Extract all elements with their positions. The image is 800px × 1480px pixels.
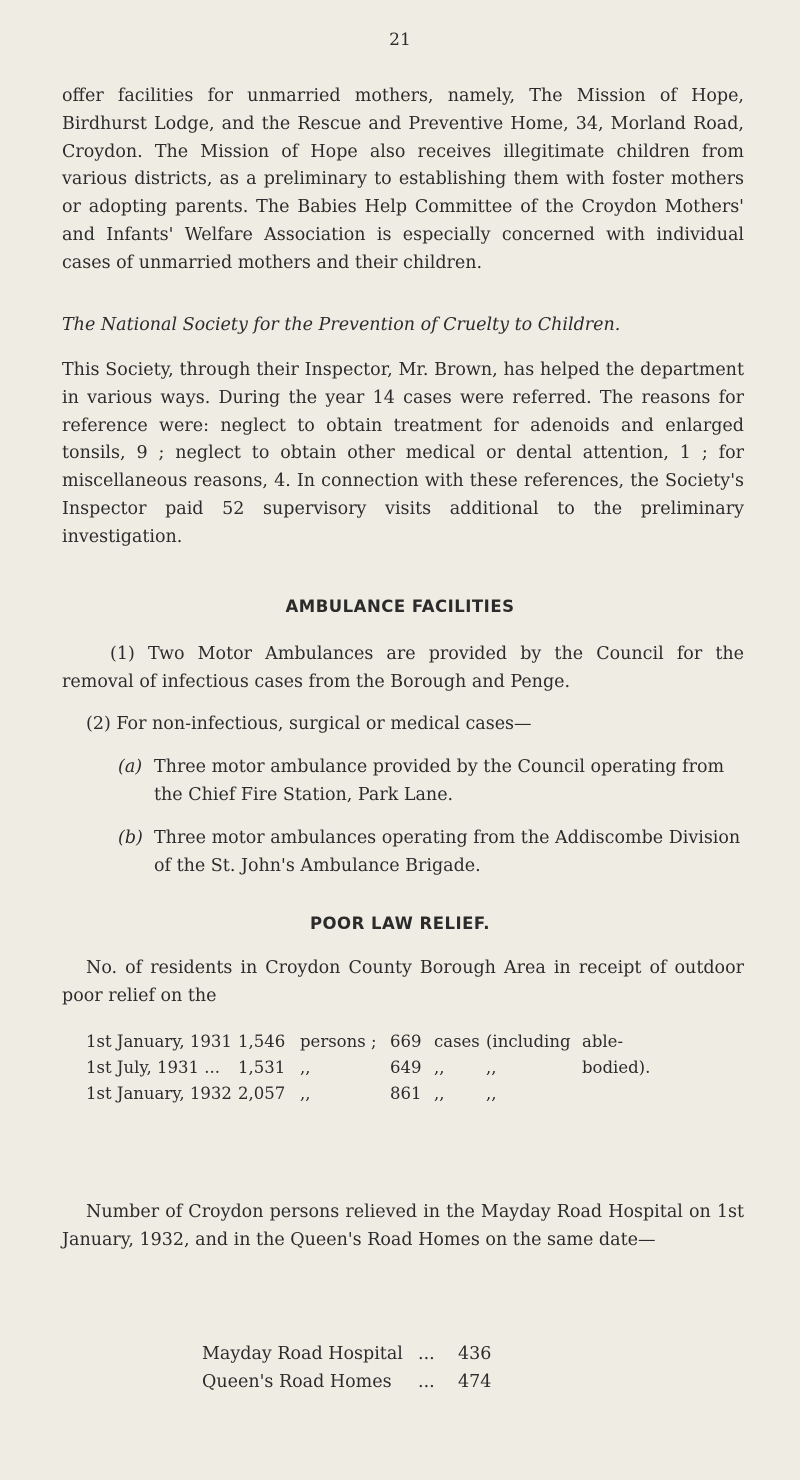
relief-cell-date: 1st January, 1931 xyxy=(86,1031,232,1051)
nspcc-paragraph: This Society, through their Inspector, Mr. Brown, has helped the department in various ways. During the year 14 cases were referred. The reasons for reference were: neglect to obtain treatment for adenoids and enlarged tonsils, 9 ; neglect to obtain other medical or dental attention, 1 ; for miscellaneous reasons, 4. In connection with these references, the Society's Inspector paid 52 supervisory visits additional to the preliminary investigation. xyxy=(62,360,744,547)
ambulance-subitem-b xyxy=(118,825,744,881)
institution-dots: ... xyxy=(418,1344,435,1364)
relief-cell-persons-unit: persons ; xyxy=(300,1031,377,1051)
relief-cell-persons: 2,057 xyxy=(238,1083,286,1103)
ambulance-subitem-b-label: (b) xyxy=(118,828,143,848)
institution-name: Mayday Road Hospital xyxy=(202,1344,403,1364)
relief-cell-cases: 861 xyxy=(390,1083,422,1103)
relief-cell-persons: 1,546 xyxy=(238,1031,286,1051)
ambulance-item-2-number: (2) xyxy=(86,714,111,734)
relief-cell-persons-unit: ,, xyxy=(300,1083,311,1103)
institution-count: 474 xyxy=(458,1372,492,1392)
relief-cell-persons-unit: ,, xyxy=(300,1057,311,1077)
relief-table-row xyxy=(86,1028,662,1054)
relief-cell-note1: ,, xyxy=(486,1057,497,1077)
relief-table-row xyxy=(86,1054,662,1080)
ambulance-item-1-text: Two Motor Ambulances are provided by the Council for the removal of infectious cases from the Borough and Penge. xyxy=(62,644,744,692)
relief-cell-note1: ,, xyxy=(486,1083,497,1103)
relief-cell-cases-unit: cases xyxy=(434,1031,480,1051)
institution-row xyxy=(202,1340,508,1368)
ambulance-item-2 xyxy=(86,711,744,739)
relief-cell-note1: (including xyxy=(486,1031,571,1051)
relief-cell-cases: 649 xyxy=(390,1057,422,1077)
relief-table xyxy=(86,1028,662,1106)
ambulance-subitem-a-label: (a) xyxy=(118,757,143,777)
relief-cell-date: 1st January, 1932 xyxy=(86,1083,232,1103)
relief-cell-persons: 1,531 xyxy=(238,1057,286,1077)
page-number: 21 xyxy=(389,30,411,50)
relieved-paragraph: Number of Croydon persons relieved in the Mayday Road Hospital on 1st January, 1932, and in the Queen's Road Homes on the same date— xyxy=(62,1202,744,1250)
ambulance-item-1 xyxy=(62,641,744,697)
poor-law-heading: POOR LAW RELIEF. xyxy=(309,914,491,933)
ambulance-item-2-text: For non-infectious, surgical or medical cases— xyxy=(116,714,532,734)
ambulance-subitem-b-text: Three motor ambulances operating from the Addiscombe Division of the St. John's Ambulance Brigade. xyxy=(154,828,741,876)
nspcc-heading: The National Society for the Prevention of Cruelty to Children. xyxy=(62,315,621,335)
relief-cell-cases-unit: ,, xyxy=(434,1057,445,1077)
relief-cell-cases-unit: ,, xyxy=(434,1083,445,1103)
institution-name: Queen's Road Homes xyxy=(202,1372,392,1392)
institution-dots: ... xyxy=(418,1372,435,1392)
relief-cell-note2 xyxy=(582,1080,662,1106)
poor-law-intro: No. of residents in Croydon County Borough Area in receipt of outdoor poor relief on the xyxy=(62,958,744,1006)
relief-cell-note2: able- xyxy=(582,1031,624,1051)
intro-paragraph: offer facilities for unmarried mothers, namely, The Mission of Hope, Birdhurst Lodge, and the Rescue and Preventive Home, 34, Morland Road, Croydon. The Mission of Hope also receives illegitimate children from various districts, as a preliminary to establishing them with foster mothers or adopting parents. The Babies Help Committee of the Croydon Mothers' and Infants' Welfare Association is especially concerned with individual cases of unmarried mothers and their children. xyxy=(62,86,744,273)
ambulance-heading: AMBULANCE FACILITIES xyxy=(285,597,515,616)
ambulance-subitem-a xyxy=(118,754,744,810)
institution-count: 436 xyxy=(458,1344,492,1364)
relief-table-row xyxy=(86,1080,662,1106)
relief-cell-cases: 669 xyxy=(390,1031,422,1051)
ambulance-subitem-a-text: Three motor ambulance provided by the Council operating from the Chief Fire Station, Park Lane. xyxy=(154,757,725,805)
relief-cell-note2: bodied). xyxy=(582,1057,651,1077)
institutions-table xyxy=(202,1340,508,1396)
ambulance-item-1-number: (1) xyxy=(110,644,135,664)
relief-cell-date: 1st July, 1931 ... xyxy=(86,1057,220,1077)
institution-row xyxy=(202,1368,508,1396)
